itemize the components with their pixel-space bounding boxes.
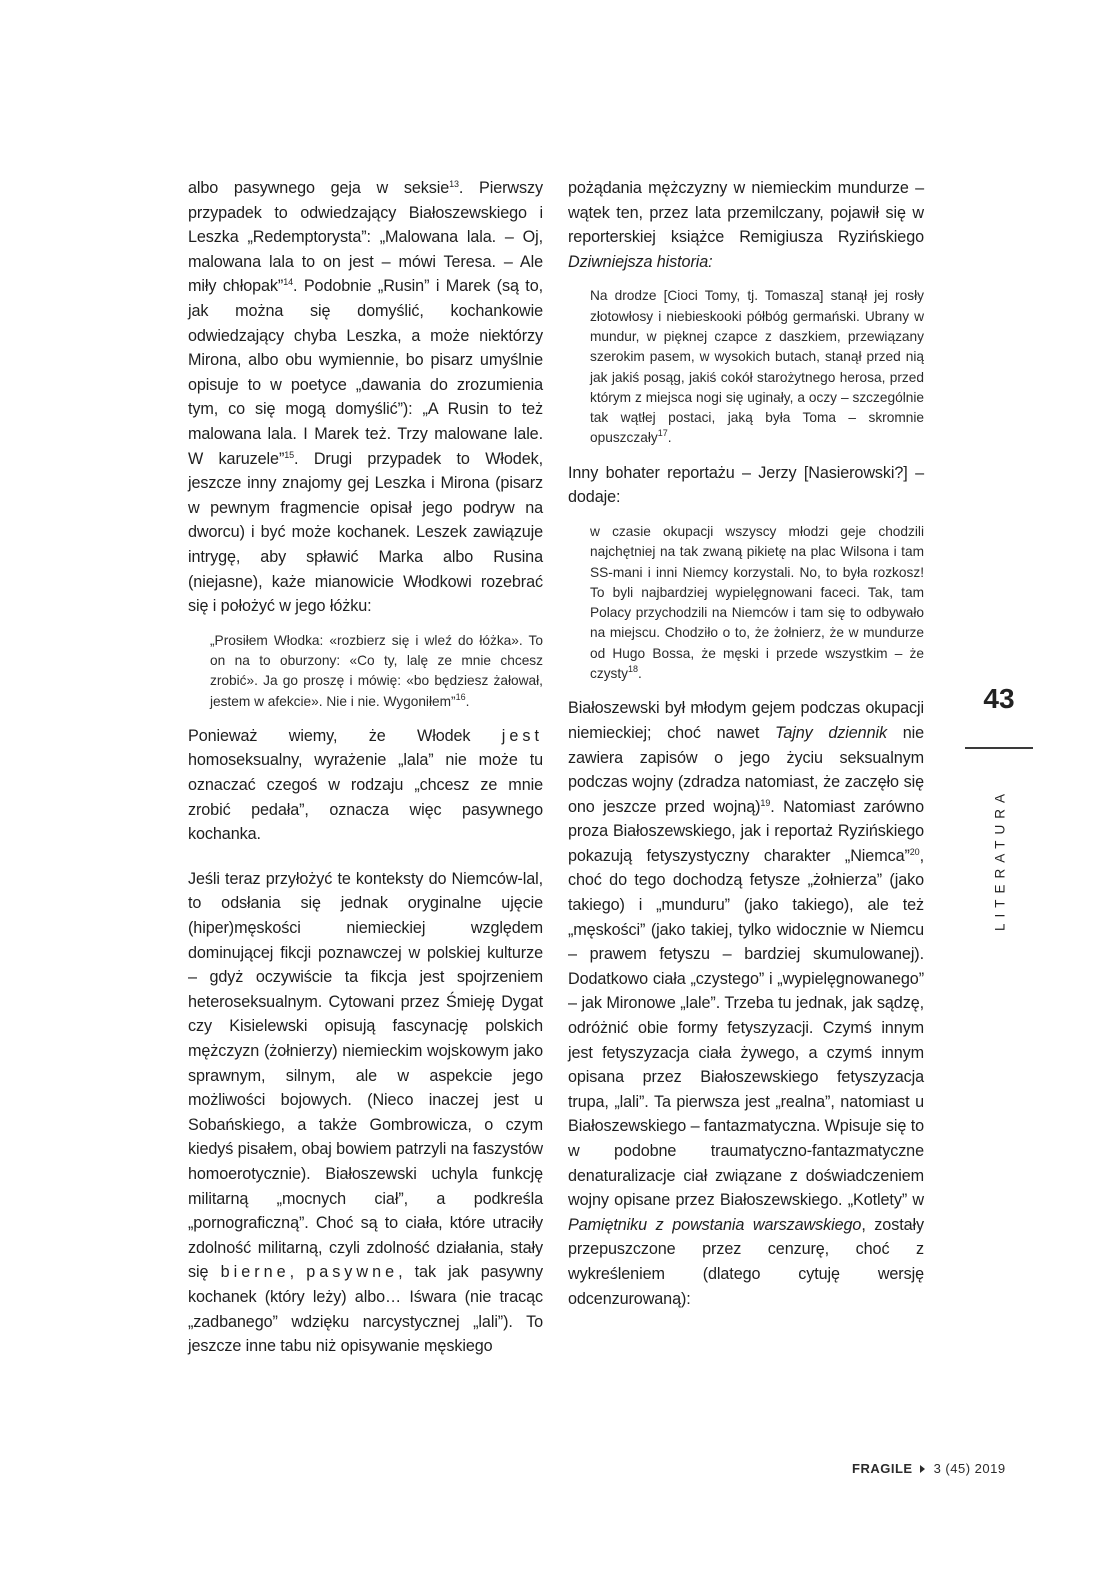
page-number: 43 [983,683,1015,714]
block-quote: Na drodze [Cioci Tomy, tj. Tomasza] stanął jej rosły złotowłosy i niebieskooki półbóg germański. Ubrany w mundur, w pięknej czapce z daszkiem, przewiązany szerokim pasem, w wysokich butach, stanął przed nią jak jakiś posąg, jakiś cokół starożytnego herosa, przed którym z miejsca nogi się uginały, a oczy – szczególnie tak wątłej postaci, jaką była Toma – skromnie opuszczały$^{17}$. [590,288,924,446]
paragraph: Inny bohater reportażu – Jerzy [Nasierowski?] – dodaje: [568,463,924,507]
footnote-ref: 14 [283,277,294,288]
emphasis: bierne [220,1263,290,1282]
issue-number: 3 (45) 2019 [933,1461,1006,1476]
footnote-ref: 17 [657,428,668,439]
block-quote: w czasie okupacji wszyscy młodzi geje chodzili najchętniej na tak zwaną pikietę na plac Wilsona i tam SS-mani i inni Niemcy korzystali. No, to była rozkosz! To byli najbardziej wypielęgnowani faceci. Tak, tam Polacy przychodzili na Niemców i tam się to odbywało na miejscu. Chodziło o to, że żołnierz, że w mundurze od Hugo Bossa, że męski i przede wszystkim – że czysty$^{18}$. [590,523,924,682]
footer [852,1461,1006,1476]
block-quote: „Prosiłem Włodka: «rozbierz się i wleź do łóżka». To on na to oburzony: «Co ty, lalę ze mnie chcesz zrobić». Ja go proszę i mówię: «bo będziesz żałował, jestem w afekcie». Nie i nie. Wygoniłem”$^{16}$. [210,632,543,709]
footnote-ref: 16 [455,691,466,702]
paragraph: albo pasywnego geja w seksie$^{13}$. Pierwszy przypadek to odwiedzający Białoszewskiego i Leszka „Redemptorysta”: „Malowana lala. – Oj, malowana lala to on jest – mówi Teresa. – Ale miły chłopak”$^{14}$. Podobnie „Rusin” i Marek (są to, jak można się domyślić, kochankowie odwiedzający chyba Leszka, a może niektórzy Mirona, albo obu wymiennie, bo pisarz umyślnie opisuje to w poetyce „dawania do zrozumienia tym, co się mogą domyślić”): „A Rusin to też malowana lala. I Marek też. Trzy malowane lale. W karuzele”$^{15}$. Drugi przypadek to Włodek, jeszcze inny znajomy gej Leszka i Mirona (pisarz w pewnym fragmencie opisał jego podryw na dworcu) i być może kochanek. Leszek zawiązuje intrygę, aby spławić Marka albo Rusina (niejasne), każe mianowicie Włodkowi rozebrać się i położyć w jego łóżku: [188,179,543,616]
paragraph: Białoszewski był młodym gejem podczas okupacji niemieckiej; choć nawet Tajny dziennik nie zawiera zapisów o jego życiu seksualnym podczas wojny (zdradza natomiast, że zaczęło się ono jeszcze przed wojną)$^{19}$. Natomiast zarówno proza Białoszewskiego, jak i reportaż Ryzińskiego pokazują fetyszystyczny charakter „Niemca”$^{20}$, choć do tego dochodzą fetysze „żołnierza” (jako takiego) i „munduru” (jako takiego), ale też „męskości” (jako takiej, tylko widocznie w Niemcu – prawem fetyszu – bardziej skumulowanej). Dodatkowo ciała „czystego” i „wypielęgnowanego” – jak Mironowe „lale”. Trzeba tu jednak, jak sądzę, odróżnić obie formy fetyszyzacji. Czymś innym jest fetyszyzacja ciała żywego, a czymś innym opisana przez Białoszewskiego fetyszyzacja trupa, „lali”. Ta pierwsza jest „realna”, natomiast u Białoszewskiego – fantazmatyczna. Wpisuje się to w podobne traumatyczno-fantazmatyczne denaturalizacje ciał związane z doświadczeniem wojny opisane przez Białoszewskiego. „Kotlety” w Pamiętniku z powstania warszawskiego, zostały przepuszczone przez cenzurę, choć z wykreśleniem (dlatego cytuję wersję odcenzurowaną): [568,699,924,1308]
emphasis: pasywne [306,1263,399,1282]
book-title: Dziwniejsza historia: [568,252,713,271]
right-column [568,176,924,1311]
arrow-right-icon [920,1465,925,1473]
emphasis: jest [501,726,543,745]
paragraph: pożądania mężczyzny w niemieckim mundurze – wątek ten, przez lata przemilczany, pojawił się w reporterskiej książce Remigiusza Ryzińskiego Dziwniejsza historia: [568,179,924,271]
footnote-ref: 13 [449,179,459,189]
magazine-name: FRAGILE [852,1461,913,1476]
footnote-ref: 15 [284,449,295,460]
book-title: Tajny dziennik [775,723,887,742]
footnote-ref: 18 [628,664,639,675]
paragraph: Ponieważ wiemy, że Włodek jest homoseksualny, wyrażenie „lala” nie może tu oznaczać czegoś w rodzaju „chcesz ze mnie zrobić pedała”, oznacza więc pasywnego kochanka. [188,726,543,844]
footnote-ref: 20 [909,846,920,857]
page-number-rule [965,747,1033,749]
left-column [188,176,543,1359]
section-label: LITERATURA [992,788,1008,932]
paragraph: Jeśli teraz przyłożyć te konteksty do Niemców-lal, to odsłania się jednak oryginalne ujęcie (hiper)męskości niemieckiej względem dominującej fikcji poznawczej w polskiej kulturze – gdyż oczywiście ta fikcja jest spojrzeniem heteroseksualnym. Cytowani przez Śmieję Dygat czy Kisielewski opisują fascynację polskich mężczyzn (żołnierzy) niemieckim wojskowym jako sprawnym, silnym, ale w aspekcie jego możliwości bojowych. (Nieco inaczej jest u Sobańskiego, a także Gombrowicza, o czym kiedyś pisałem, obaj bowiem patrzyli na faszystów homoerotycznie). Białoszewski uchyla funkcję militarną „mocnych ciał”, a podkreśla „pornograficzną”. Choć są to ciała, które utraciły zdolność militarną, czyli zdolność działania, stały się bierne, pasywne, tak jak pasywny kochanek (który leży) albo… Iśwara (nie tracąc „zadbanego” wdzięku narcystycznej „lali”). To jeszcze inne tabu niż opisywanie męskiego [188,869,544,1356]
book-title: Pamiętniku z powstania warszawskiego [568,1215,862,1234]
footnote-ref: 19 [760,797,771,808]
